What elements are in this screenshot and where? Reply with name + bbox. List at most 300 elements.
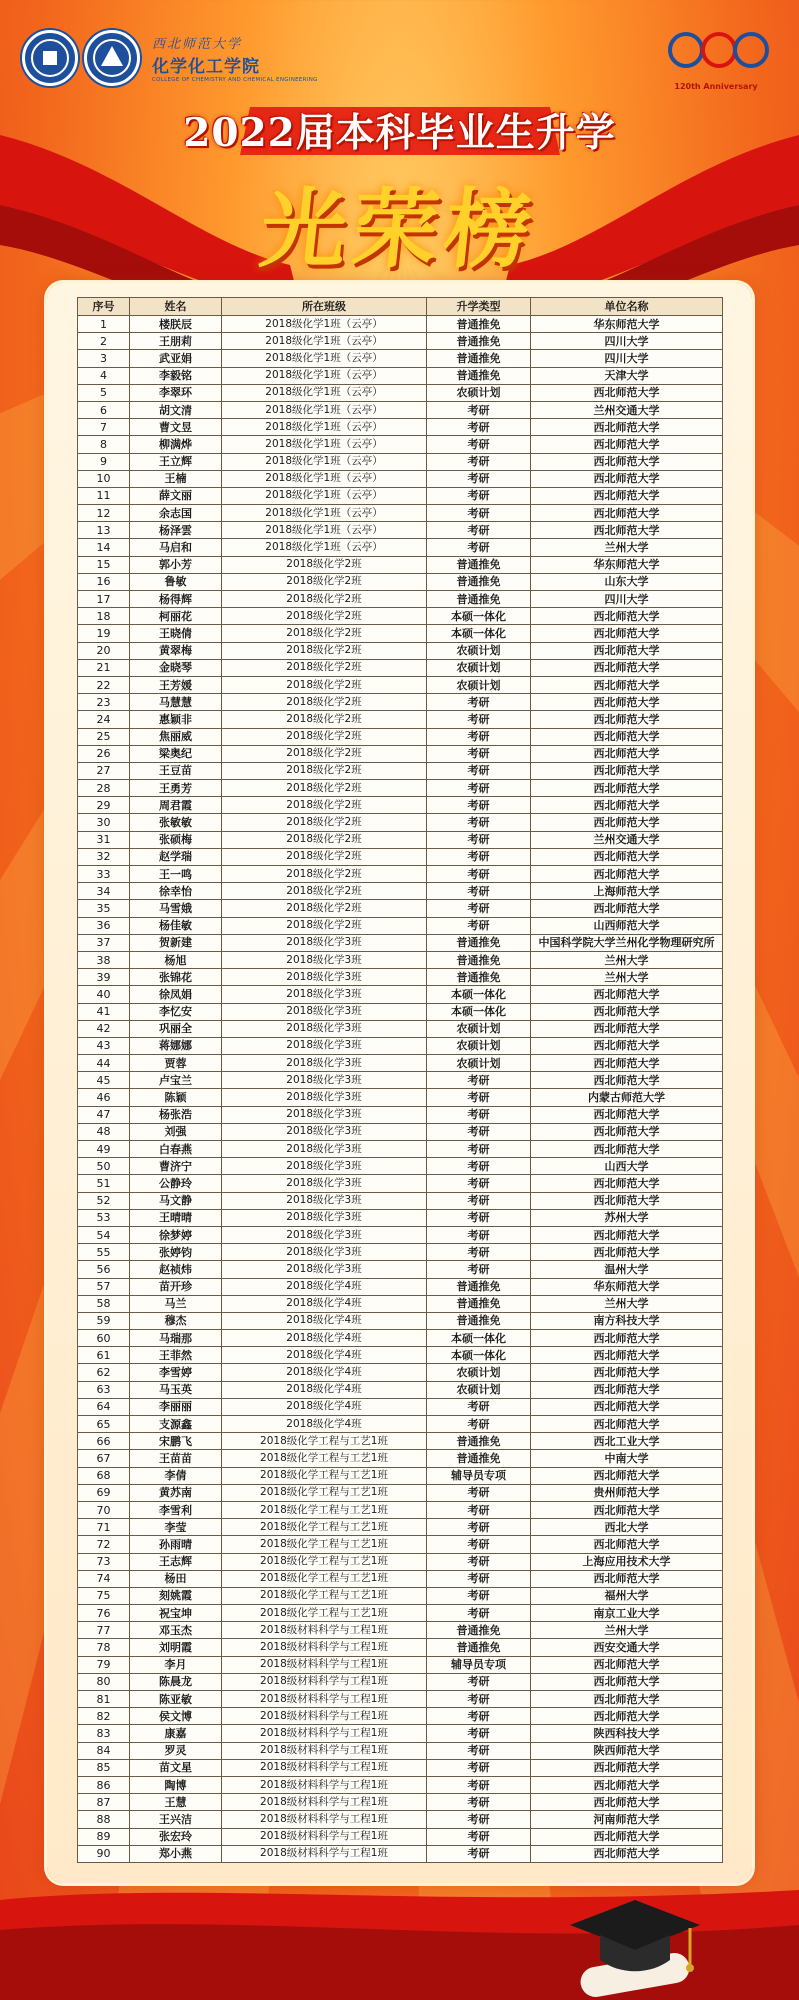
- cell-index: 36: [78, 917, 130, 934]
- cell-name: 马启和: [130, 539, 222, 556]
- table-row: [78, 1261, 723, 1278]
- cell-unit: 西北师范大学: [531, 1398, 723, 1415]
- cell-index: 79: [78, 1656, 130, 1673]
- cell-type: 考研: [427, 1742, 531, 1759]
- cell-index: 9: [78, 453, 130, 470]
- cell-name: 祝宝坤: [130, 1605, 222, 1622]
- cell-name: 王志辉: [130, 1553, 222, 1570]
- cell-index: 13: [78, 522, 130, 539]
- cell-class: 2018级化学1班（云亭）: [222, 436, 427, 453]
- cell-name: 郑小燕: [130, 1845, 222, 1862]
- cell-unit: 西北师范大学: [531, 900, 723, 917]
- cell-type: 考研: [427, 1828, 531, 1845]
- cell-unit: 西北师范大学: [531, 659, 723, 676]
- cell-class: 2018级化学3班: [222, 1089, 427, 1106]
- cell-index: 78: [78, 1639, 130, 1656]
- table-row: [78, 676, 723, 693]
- cell-type: 考研: [427, 814, 531, 831]
- cell-class: 2018级化学1班（云亭）: [222, 350, 427, 367]
- cell-class: 2018级化学2班: [222, 694, 427, 711]
- cell-class: 2018级化学1班（云亭）: [222, 316, 427, 333]
- cell-class: 2018级化学2班: [222, 642, 427, 659]
- cell-index: 60: [78, 1330, 130, 1347]
- cell-class: 2018级化学工程与工艺1班: [222, 1501, 427, 1518]
- cell-index: 50: [78, 1158, 130, 1175]
- cell-unit: 西北师范大学: [531, 848, 723, 865]
- cell-class: 2018级化学1班（云亭）: [222, 333, 427, 350]
- cell-unit: 西北师范大学: [531, 711, 723, 728]
- cell-unit: 西北师范大学: [531, 1055, 723, 1072]
- cell-type: 考研: [427, 762, 531, 779]
- table-row: [78, 1450, 723, 1467]
- table-row: [78, 573, 723, 590]
- table-row: [78, 556, 723, 573]
- anniversary-logo: [661, 24, 771, 94]
- cell-class: 2018级材料科学与工程1班: [222, 1776, 427, 1793]
- cell-name: 侯文博: [130, 1708, 222, 1725]
- cell-type: 普通推免: [427, 367, 531, 384]
- cell-type: 辅导员专项: [427, 1656, 531, 1673]
- cell-class: 2018级化学工程与工艺1班: [222, 1484, 427, 1501]
- table-row: [78, 934, 723, 951]
- table-row: [78, 1639, 723, 1656]
- cell-class: 2018级材料科学与工程1班: [222, 1759, 427, 1776]
- cell-index: 4: [78, 367, 130, 384]
- cell-unit: 西北师范大学: [531, 1037, 723, 1054]
- cell-class: 2018级材料科学与工程1班: [222, 1656, 427, 1673]
- cell-index: 35: [78, 900, 130, 917]
- list-panel: [47, 283, 752, 1883]
- cell-class: 2018级化学2班: [222, 625, 427, 642]
- table-row: [78, 1209, 723, 1226]
- cell-class: 2018级化学3班: [222, 951, 427, 968]
- cell-name: 黄翠梅: [130, 642, 222, 659]
- cell-name: 王楠: [130, 470, 222, 487]
- cell-index: 42: [78, 1020, 130, 1037]
- cell-index: 40: [78, 986, 130, 1003]
- cell-name: 王兴洁: [130, 1811, 222, 1828]
- cell-index: 24: [78, 711, 130, 728]
- cell-unit: 西北师范大学: [531, 1828, 723, 1845]
- cell-unit: 西北师范大学: [531, 1467, 723, 1484]
- cell-name: 李莹: [130, 1519, 222, 1536]
- cell-name: 徐梦婷: [130, 1226, 222, 1243]
- cell-index: 28: [78, 780, 130, 797]
- cell-class: 2018级化学3班: [222, 1106, 427, 1123]
- college-logos: [22, 30, 318, 86]
- cell-unit: 华东师范大学: [531, 1278, 723, 1295]
- cell-type: 考研: [427, 1519, 531, 1536]
- cell-index: 14: [78, 539, 130, 556]
- cell-type: 考研: [427, 1192, 531, 1209]
- cell-type: 普通推免: [427, 1312, 531, 1329]
- cell-unit: 兰州大学: [531, 1295, 723, 1312]
- cell-type: 考研: [427, 1794, 531, 1811]
- cell-class: 2018级化学2班: [222, 728, 427, 745]
- cell-index: 84: [78, 1742, 130, 1759]
- cell-name: 王菲然: [130, 1347, 222, 1364]
- cell-type: 考研: [427, 1484, 531, 1501]
- table-row: [78, 1295, 723, 1312]
- cell-name: 李倩: [130, 1467, 222, 1484]
- cell-class: 2018级化学3班: [222, 969, 427, 986]
- cell-index: 32: [78, 848, 130, 865]
- cell-name: 李翠环: [130, 384, 222, 401]
- graduation-cap-icon: [560, 1880, 710, 2000]
- table-row: [78, 401, 723, 418]
- cell-class: 2018级化学2班: [222, 591, 427, 608]
- cell-name: 杨旭: [130, 951, 222, 968]
- cell-index: 21: [78, 659, 130, 676]
- table-row: [78, 539, 723, 556]
- cell-unit: 苏州大学: [531, 1209, 723, 1226]
- cell-class: 2018级化学工程与工艺1班: [222, 1605, 427, 1622]
- cell-index: 10: [78, 470, 130, 487]
- cell-index: 8: [78, 436, 130, 453]
- cell-class: 2018级化学3班: [222, 1072, 427, 1089]
- cell-name: 马雪娥: [130, 900, 222, 917]
- cell-type: 考研: [427, 1811, 531, 1828]
- cell-type: 普通推免: [427, 1622, 531, 1639]
- table-row: [78, 1072, 723, 1089]
- cell-class: 2018级化学3班: [222, 1209, 427, 1226]
- cell-name: 李月: [130, 1656, 222, 1673]
- cell-type: 考研: [427, 1570, 531, 1587]
- cell-name: 王豆苗: [130, 762, 222, 779]
- cell-unit: 陕西科技大学: [531, 1725, 723, 1742]
- cell-unit: 西北师范大学: [531, 1072, 723, 1089]
- cell-name: 徐幸怡: [130, 883, 222, 900]
- cell-index: 71: [78, 1519, 130, 1536]
- table-row: [78, 1055, 723, 1072]
- cell-type: 本硕一体化: [427, 1347, 531, 1364]
- table-row: [78, 1158, 723, 1175]
- cell-type: 考研: [427, 745, 531, 762]
- cell-class: 2018级化学2班: [222, 711, 427, 728]
- cell-type: 考研: [427, 539, 531, 556]
- cell-type: 普通推免: [427, 1295, 531, 1312]
- cell-unit: 兰州大学: [531, 1622, 723, 1639]
- cell-type: 普通推免: [427, 1450, 531, 1467]
- cell-index: 7: [78, 419, 130, 436]
- cell-name: 马文静: [130, 1192, 222, 1209]
- cell-unit: 西北工业大学: [531, 1433, 723, 1450]
- cell-type: 普通推免: [427, 556, 531, 573]
- cell-name: 罗灵: [130, 1742, 222, 1759]
- cell-class: 2018级材料科学与工程1班: [222, 1691, 427, 1708]
- table-row: [78, 419, 723, 436]
- cell-class: 2018级化学2班: [222, 780, 427, 797]
- cell-unit: 西北师范大学: [531, 1347, 723, 1364]
- cell-index: 80: [78, 1673, 130, 1690]
- cell-name: 柯丽花: [130, 608, 222, 625]
- cell-unit: 四川大学: [531, 591, 723, 608]
- cell-class: 2018级化学2班: [222, 573, 427, 590]
- cell-unit: 西北师范大学: [531, 384, 723, 401]
- cell-name: 赵学瑞: [130, 848, 222, 865]
- cell-class: 2018级化学3班: [222, 1244, 427, 1261]
- cell-unit: 西北师范大学: [531, 728, 723, 745]
- cell-name: 曹济宁: [130, 1158, 222, 1175]
- cell-unit: 上海应用技术大学: [531, 1553, 723, 1570]
- cell-unit: 西北师范大学: [531, 1106, 723, 1123]
- cell-name: 武亚娟: [130, 350, 222, 367]
- table-row: [78, 1605, 723, 1622]
- cell-type: 普通推免: [427, 573, 531, 590]
- cell-name: 马玉英: [130, 1381, 222, 1398]
- college-name-cn: 化学化工学院: [152, 57, 260, 77]
- cell-type: 考研: [427, 1123, 531, 1140]
- cell-type: 考研: [427, 831, 531, 848]
- cell-name: 张硕梅: [130, 831, 222, 848]
- cell-index: 1: [78, 316, 130, 333]
- cell-name: 王晓倩: [130, 625, 222, 642]
- table-row: [78, 969, 723, 986]
- cell-type: 普通推免: [427, 333, 531, 350]
- cell-class: 2018级材料科学与工程1班: [222, 1622, 427, 1639]
- cell-unit: 福州大学: [531, 1587, 723, 1604]
- cell-name: 杨得辉: [130, 591, 222, 608]
- cell-class: 2018级化学工程与工艺1班: [222, 1553, 427, 1570]
- table-row: [78, 436, 723, 453]
- cell-index: 62: [78, 1364, 130, 1381]
- cell-class: 2018级化学2班: [222, 814, 427, 831]
- cell-name: 陈颖: [130, 1089, 222, 1106]
- cell-type: 考研: [427, 848, 531, 865]
- title-line-2: 光荣榜: [255, 180, 542, 280]
- table-row: [78, 1089, 723, 1106]
- cell-class: 2018级化学2班: [222, 745, 427, 762]
- cell-name: 赵祯炜: [130, 1261, 222, 1278]
- cell-name: 张宏玲: [130, 1828, 222, 1845]
- cell-index: 27: [78, 762, 130, 779]
- col-header-type: 升学类型: [427, 298, 531, 316]
- table-row: [78, 350, 723, 367]
- cell-class: 2018级化学3班: [222, 1192, 427, 1209]
- cell-class: 2018级材料科学与工程1班: [222, 1639, 427, 1656]
- cell-name: 杨张浩: [130, 1106, 222, 1123]
- cell-type: 普通推免: [427, 951, 531, 968]
- college-name: [152, 33, 318, 83]
- cell-name: 蒋娜娜: [130, 1037, 222, 1054]
- cell-name: 徐凤娟: [130, 986, 222, 1003]
- cell-type: 普通推免: [427, 350, 531, 367]
- cell-unit: 南京工业大学: [531, 1605, 723, 1622]
- cell-name: 马慧慧: [130, 694, 222, 711]
- cell-type: 考研: [427, 453, 531, 470]
- cell-type: 考研: [427, 1416, 531, 1433]
- cell-index: 41: [78, 1003, 130, 1020]
- table-row: [78, 1725, 723, 1742]
- table-row: [78, 780, 723, 797]
- cell-type: 考研: [427, 1175, 531, 1192]
- cell-unit: 内蒙古师范大学: [531, 1089, 723, 1106]
- table-row: [78, 522, 723, 539]
- cell-type: 考研: [427, 1244, 531, 1261]
- cell-type: 农硕计划: [427, 1055, 531, 1072]
- cell-unit: 西北师范大学: [531, 797, 723, 814]
- cell-type: 考研: [427, 1141, 531, 1158]
- cell-unit: 西北师范大学: [531, 1003, 723, 1020]
- cell-index: 86: [78, 1776, 130, 1793]
- cell-type: 考研: [427, 917, 531, 934]
- table-row: [78, 453, 723, 470]
- cell-unit: 西北师范大学: [531, 814, 723, 831]
- cell-class: 2018级化学3班: [222, 1123, 427, 1140]
- cell-class: 2018级化学2班: [222, 608, 427, 625]
- cell-unit: 中国科学院大学兰州化学物理研究所: [531, 934, 723, 951]
- cell-type: 考研: [427, 711, 531, 728]
- table-row: [78, 1759, 723, 1776]
- cell-unit: 兰州交通大学: [531, 401, 723, 418]
- cell-name: 公静玲: [130, 1175, 222, 1192]
- cell-type: 考研: [427, 1691, 531, 1708]
- cell-type: 考研: [427, 1605, 531, 1622]
- cell-class: 2018级化学1班（云亭）: [222, 522, 427, 539]
- cell-type: 考研: [427, 419, 531, 436]
- cell-type: 本硕一体化: [427, 625, 531, 642]
- cell-name: 孙雨晴: [130, 1536, 222, 1553]
- cell-index: 76: [78, 1605, 130, 1622]
- table-row: [78, 797, 723, 814]
- cell-type: 考研: [427, 1553, 531, 1570]
- cell-class: 2018级化学3班: [222, 1141, 427, 1158]
- cell-unit: 西北师范大学: [531, 608, 723, 625]
- table-row: [78, 1828, 723, 1845]
- table-row: [78, 608, 723, 625]
- cell-unit: 西北师范大学: [531, 642, 723, 659]
- cell-unit: 华东师范大学: [531, 316, 723, 333]
- cell-name: 陈亚敏: [130, 1691, 222, 1708]
- cell-unit: 西北师范大学: [531, 676, 723, 693]
- anniversary-text: 120th Anniversary: [674, 82, 758, 91]
- cell-unit: 西北师范大学: [531, 745, 723, 762]
- cell-unit: 西北师范大学: [531, 1020, 723, 1037]
- cell-unit: 西北师范大学: [531, 1226, 723, 1243]
- cell-type: 本硕一体化: [427, 986, 531, 1003]
- cell-index: 12: [78, 505, 130, 522]
- cell-type: 考研: [427, 883, 531, 900]
- cell-index: 19: [78, 625, 130, 642]
- cell-index: 70: [78, 1501, 130, 1518]
- cell-unit: 西北师范大学: [531, 780, 723, 797]
- table-row: [78, 866, 723, 883]
- cell-type: 考研: [427, 780, 531, 797]
- cell-class: 2018级化学2班: [222, 848, 427, 865]
- cell-class: 2018级化学2班: [222, 556, 427, 573]
- cell-index: 81: [78, 1691, 130, 1708]
- cell-unit: 西北师范大学: [531, 1364, 723, 1381]
- cell-class: 2018级化学4班: [222, 1347, 427, 1364]
- table-row: [78, 728, 723, 745]
- cell-type: 考研: [427, 522, 531, 539]
- cell-unit: 西北师范大学: [531, 419, 723, 436]
- cell-index: 5: [78, 384, 130, 401]
- cell-index: 11: [78, 487, 130, 504]
- cell-index: 33: [78, 866, 130, 883]
- cell-class: 2018级化学2班: [222, 797, 427, 814]
- cell-unit: 河南师范大学: [531, 1811, 723, 1828]
- table-row: [78, 659, 723, 676]
- anniversary-emblem-icon: [661, 24, 771, 78]
- table-row: [78, 1691, 723, 1708]
- table-body: [78, 316, 723, 1863]
- cell-index: 56: [78, 1261, 130, 1278]
- cell-unit: 西北师范大学: [531, 453, 723, 470]
- cell-unit: 西北师范大学: [531, 1192, 723, 1209]
- table-row: [78, 1416, 723, 1433]
- cell-index: 74: [78, 1570, 130, 1587]
- table-row: [78, 1673, 723, 1690]
- cell-index: 66: [78, 1433, 130, 1450]
- cell-name: 贾蓉: [130, 1055, 222, 1072]
- cell-name: 周君霞: [130, 797, 222, 814]
- cell-unit: 西北师范大学: [531, 1141, 723, 1158]
- cell-type: 农硕计划: [427, 676, 531, 693]
- cell-class: 2018级化学1班（云亭）: [222, 384, 427, 401]
- cell-type: 农硕计划: [427, 1037, 531, 1054]
- cell-type: 农硕计划: [427, 384, 531, 401]
- cell-index: 55: [78, 1244, 130, 1261]
- cell-name: 王立辉: [130, 453, 222, 470]
- cell-unit: 山西师范大学: [531, 917, 723, 934]
- cell-unit: 西北师范大学: [531, 1244, 723, 1261]
- cell-type: 考研: [427, 1725, 531, 1742]
- cell-type: 考研: [427, 1776, 531, 1793]
- table-row: [78, 986, 723, 1003]
- cell-type: 农硕计划: [427, 642, 531, 659]
- cell-unit: 西北师范大学: [531, 762, 723, 779]
- cell-unit: 西北师范大学: [531, 866, 723, 883]
- cell-class: 2018级化学3班: [222, 1055, 427, 1072]
- cell-unit: 西北师范大学: [531, 1794, 723, 1811]
- cell-index: 82: [78, 1708, 130, 1725]
- cell-class: 2018级化学4班: [222, 1416, 427, 1433]
- table-row: [78, 1519, 723, 1536]
- cell-type: 考研: [427, 866, 531, 883]
- cell-unit: 西北师范大学: [531, 625, 723, 642]
- cell-index: 44: [78, 1055, 130, 1072]
- table-row: [78, 694, 723, 711]
- table-row: [78, 900, 723, 917]
- cell-unit: 上海师范大学: [531, 883, 723, 900]
- cell-unit: 西北师范大学: [531, 487, 723, 504]
- cell-unit: 天津大学: [531, 367, 723, 384]
- cell-name: 焦丽威: [130, 728, 222, 745]
- cell-class: 2018级化学3班: [222, 1020, 427, 1037]
- cell-index: 48: [78, 1123, 130, 1140]
- cell-class: 2018级化学1班（云亭）: [222, 539, 427, 556]
- table-row: [78, 1226, 723, 1243]
- cell-index: 30: [78, 814, 130, 831]
- cell-name: 余志国: [130, 505, 222, 522]
- cell-index: 20: [78, 642, 130, 659]
- cell-class: 2018级化学2班: [222, 917, 427, 934]
- cell-index: 37: [78, 934, 130, 951]
- cell-class: 2018级材料科学与工程1班: [222, 1845, 427, 1862]
- cell-name: 刻姚霞: [130, 1587, 222, 1604]
- cell-unit: 兰州交通大学: [531, 831, 723, 848]
- cell-name: 刘强: [130, 1123, 222, 1140]
- cell-type: 普通推免: [427, 969, 531, 986]
- table-row: [78, 625, 723, 642]
- table-row: [78, 1656, 723, 1673]
- table-row: [78, 1244, 723, 1261]
- cell-name: 陶博: [130, 1776, 222, 1793]
- cell-unit: 西北师范大学: [531, 1656, 723, 1673]
- cell-class: 2018级化学3班: [222, 986, 427, 1003]
- cell-index: 57: [78, 1278, 130, 1295]
